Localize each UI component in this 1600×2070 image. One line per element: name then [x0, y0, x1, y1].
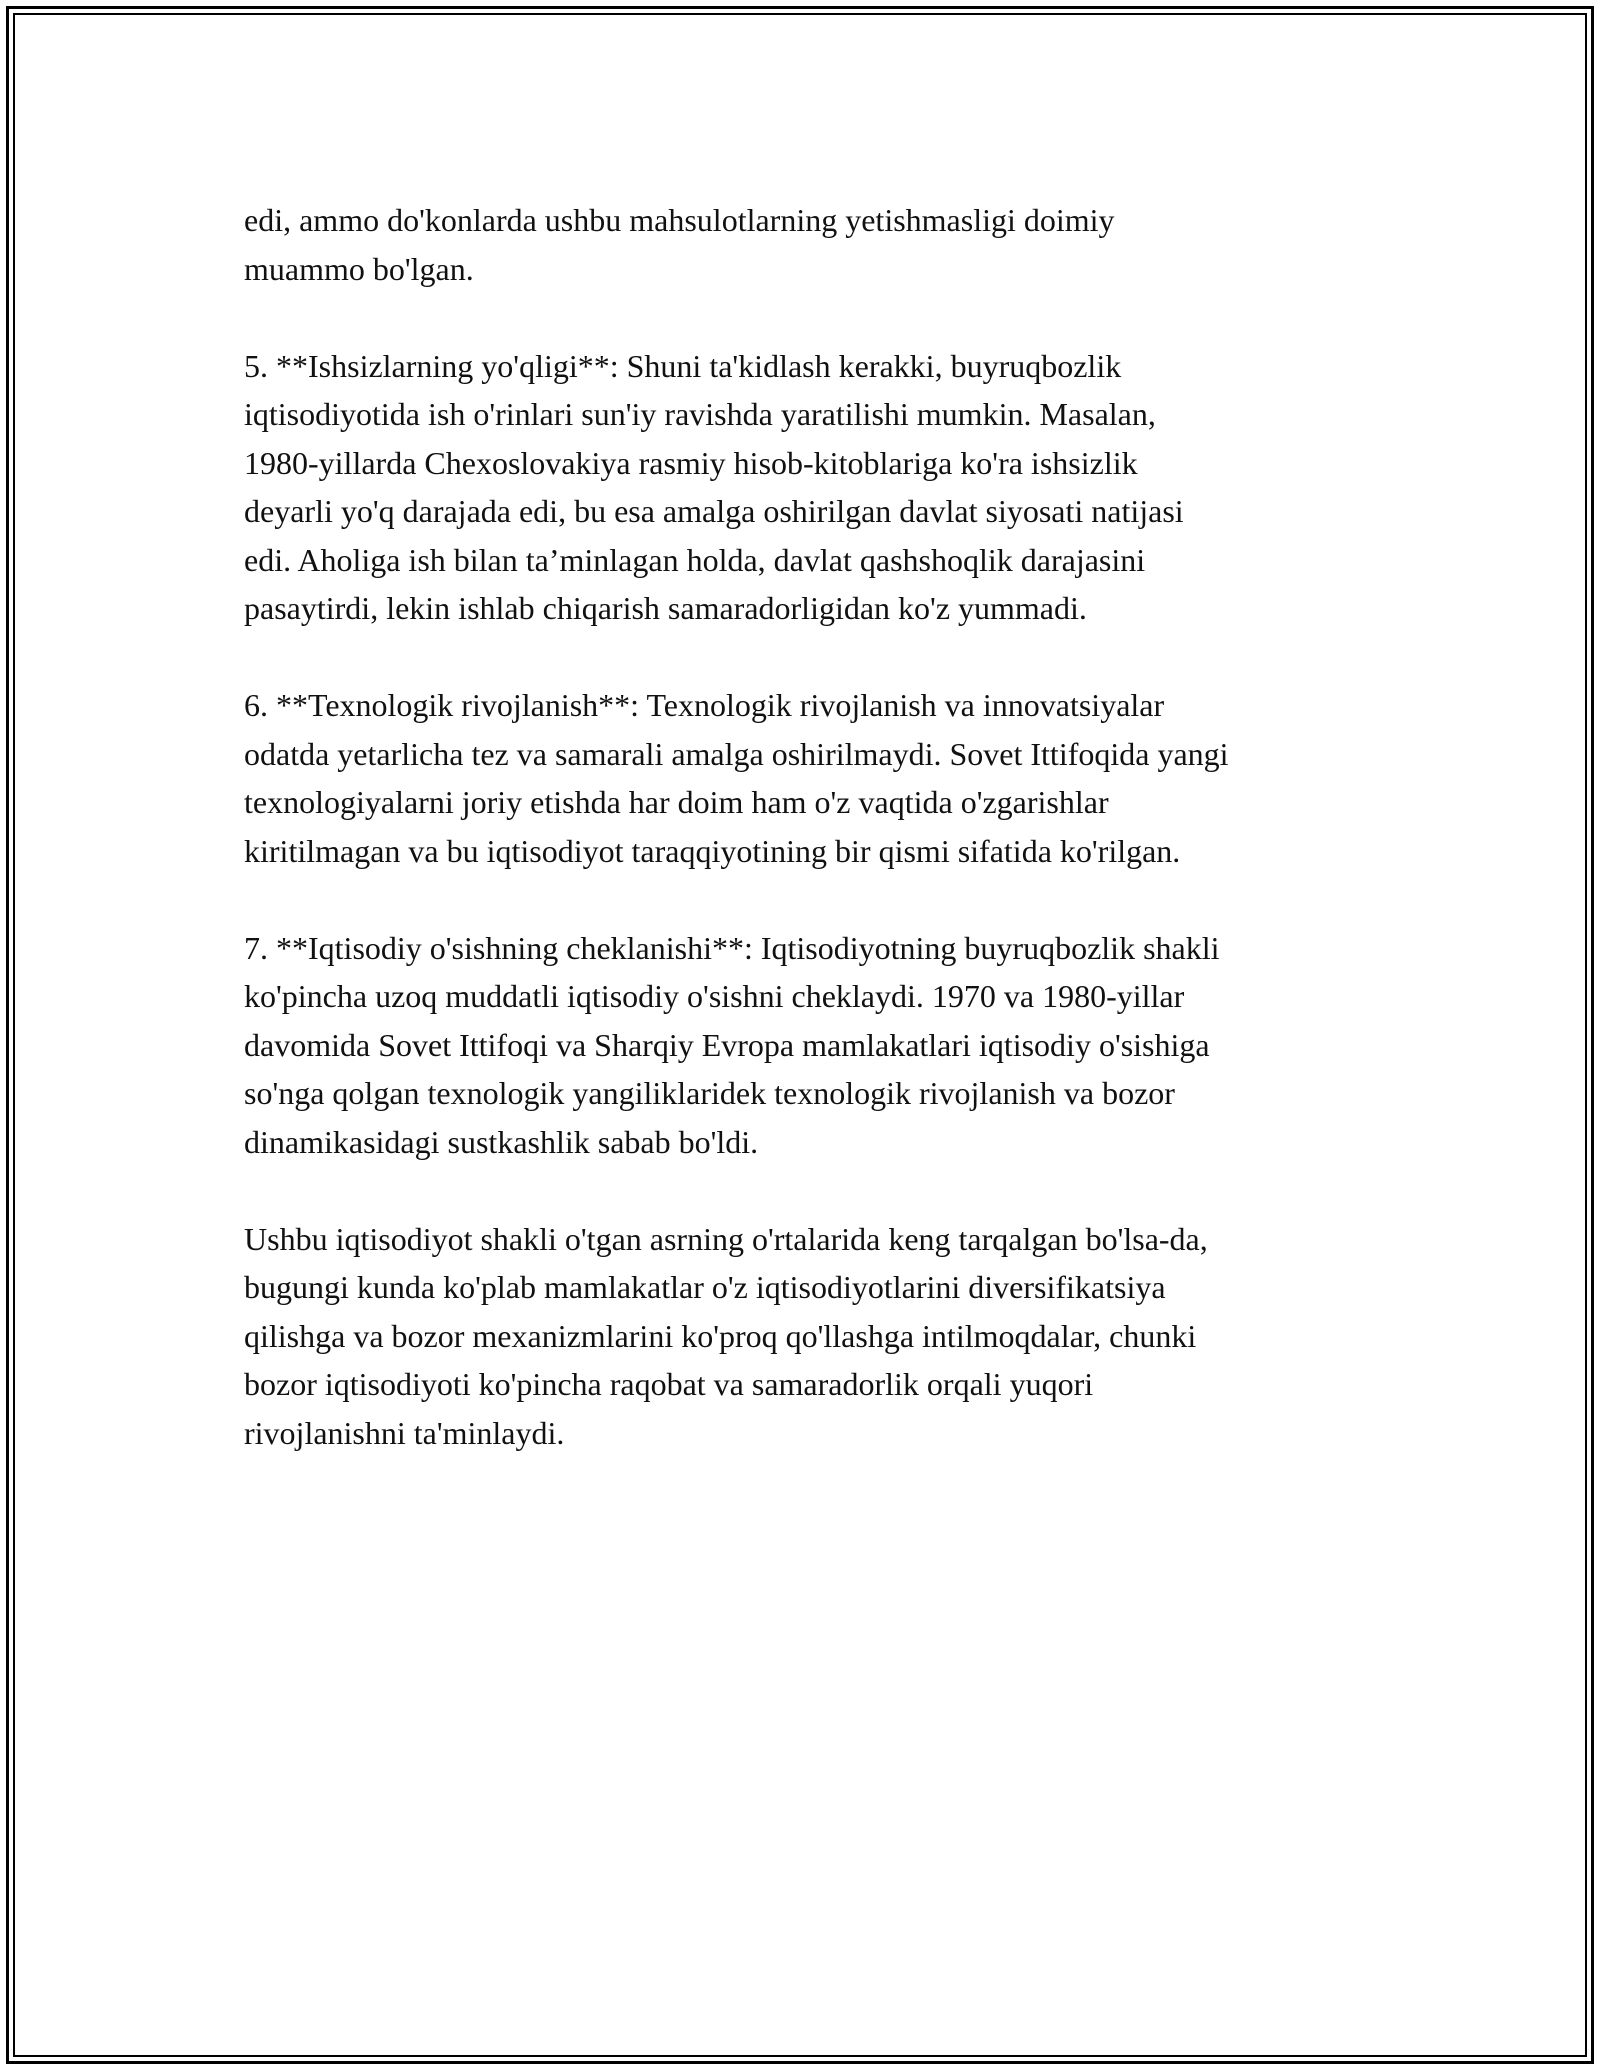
- paragraph-item-7: 7. **Iqtisodiy o'sishning cheklanishi**: Iqtisodiyotning buyruqbozlik shakli ko'pincha uzoq muddatli iqtisodiy o'sishni cheklaydi. 1970 va 1980-yillar davomida Sovet Ittifoqi va Sharqiy Evropa mamlakatlari iqtisodiy o'sishiga so'nga qolgan texnologik yangiliklaridek texnologik rivojlanish va bozor dinamikasidagi sustkashlik sabab bo'ldi.: [244, 929, 1220, 1160]
- paragraph-item-6: 6. **Texnologik rivojlanish**: Texnologik rivojlanish va innovatsiyalar odatda yetarlicha tez va samarali amalga oshirilmaydi. Sovet Ittifoqida yangi texnologiyalarni joriy etishda har doim ham o'z vaqtida o'zgarishlar kiritilmagan va bu iqtisodiyot taraqqiyotining bir qismi sifatida ko'rilgan.: [244, 687, 1229, 869]
- paragraph-item-5: 5. **Ishsizlarning yo'qligi**: Shuni ta'kidlash kerakki, buyruqbozlik iqtisodiyotida ish o'rinlari sun'iy ravishda yaratilishi mumkin. Masalan, 1980-yillarda Chexoslovakiya rasmiy hisob-kitoblariga ko'ra ishsizlik deyarli yo'q darajada edi, bu esa amalga oshirilgan davlat siyosati natijasi edi. Aholiga ish bilan ta’minlagan holda, davlat qashshoqlik darajasini pasaytirdi, lekin ishlab chiqarish samaradorligidan ko'z yummadi.: [244, 347, 1184, 626]
- paragraph-conclusion: Ushbu iqtisodiyot shakli o'tgan asrning o'rtalarida keng tarqalgan bo'lsa-da, bugungi kunda ko'plab mamlakatlar o'z iqtisodiyotlarini diversifikatsiya qilishga va bozor mexanizmlarini ko'proq qo'llashga intilmoqdalar, chunki bozor iqtisodiyoti ko'pincha raqobat va samaradorlik orqali yuqori rivojlanishni ta'minlaydi.: [244, 1220, 1208, 1451]
- page-frame: [6, 6, 1594, 2064]
- document-body: [244, 196, 1384, 1457]
- paragraph-continuation: edi, ammo do'konlarda ushbu mahsulotlarning yetishmasligi doimiy muammo bo'lgan.: [244, 202, 1115, 287]
